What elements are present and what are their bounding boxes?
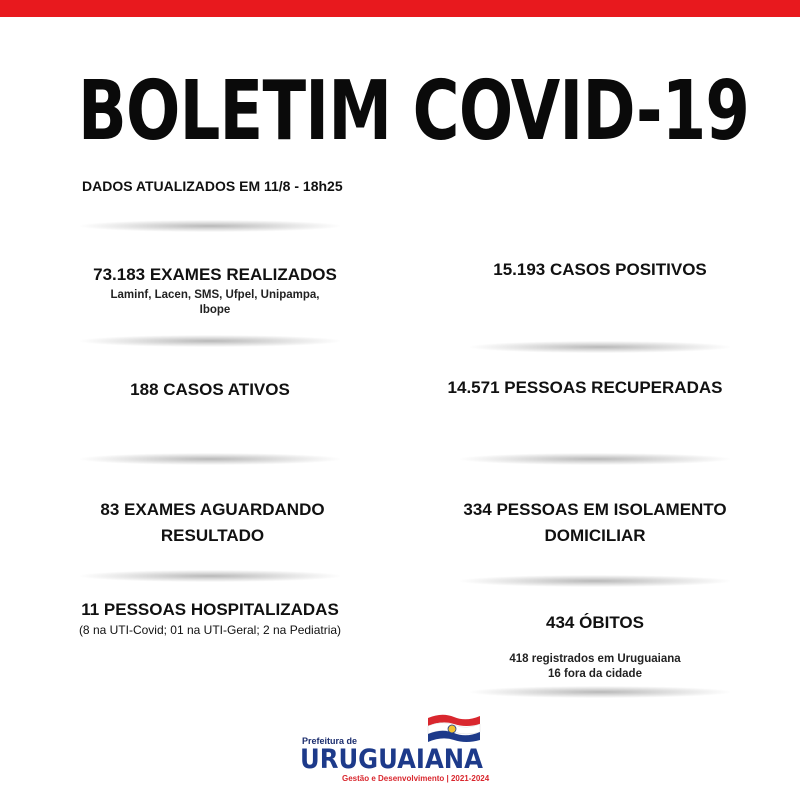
divider <box>470 686 730 698</box>
divider <box>80 335 340 347</box>
stat-recovered <box>420 375 750 401</box>
top-accent-bar <box>0 0 800 17</box>
divider <box>80 453 340 465</box>
divider <box>80 570 340 582</box>
stat-exams-labs: Laminf, Lacen, SMS, Ufpel, Unipampa, <box>110 289 320 301</box>
stat-recovered-value: 14.571 PESSOAS RECUPERADAS <box>447 378 723 397</box>
stat-hospitalized-detail: (8 na UTI-Covid; 01 na UTI-Geral; 2 na Pediatria) <box>78 623 342 637</box>
update-timestamp: DADOS ATUALIZADOS EM 11/8 - 18h25 <box>82 178 343 194</box>
stat-exams-labs-2: Ibope <box>199 304 231 316</box>
stat-active-value: 188 CASOS ATIVOS <box>130 380 290 399</box>
logo-prefix: Prefeitura de <box>302 736 358 746</box>
stat-deaths-value: 434 ÓBITOS <box>546 613 644 632</box>
stat-hospitalized <box>40 597 380 638</box>
stat-deaths-local: 418 registrados em Uruguaiana <box>509 653 681 665</box>
stat-active <box>60 377 360 403</box>
stat-deaths-outside: 16 fora da cidade <box>548 668 642 680</box>
divider <box>80 220 340 232</box>
logo-city-name: URUGUAIANA <box>300 744 483 775</box>
stat-exams <box>60 262 370 318</box>
stat-pending-line2: RESULTADO <box>160 526 265 545</box>
stat-isolation <box>430 497 760 549</box>
divider <box>460 575 730 587</box>
stat-deaths <box>430 610 760 682</box>
stat-pending-line1: 83 EXAMES AGUARDANDO <box>100 500 325 519</box>
divider <box>470 341 730 353</box>
stat-positive <box>430 257 770 283</box>
page-title: BOLETIM COVID-19 <box>78 64 750 159</box>
stat-exams-value: 73.183 EXAMES REALIZADOS <box>93 265 337 284</box>
stat-isolation-line1: 334 PESSOAS EM ISOLAMENTO <box>463 500 727 519</box>
stat-hospitalized-value: 11 PESSOAS HOSPITALIZADAS <box>81 600 339 619</box>
stat-isolation-line2: DOMICILIAR <box>544 526 646 545</box>
stat-pending <box>60 497 365 549</box>
city-logo <box>300 712 500 787</box>
divider <box>460 453 730 465</box>
stat-positive-value: 15.193 CASOS POSITIVOS <box>493 260 707 279</box>
city-flag-icon <box>426 712 482 746</box>
logo-tagline: Gestão e Desenvolvimento | 2021-2024 <box>342 774 490 783</box>
